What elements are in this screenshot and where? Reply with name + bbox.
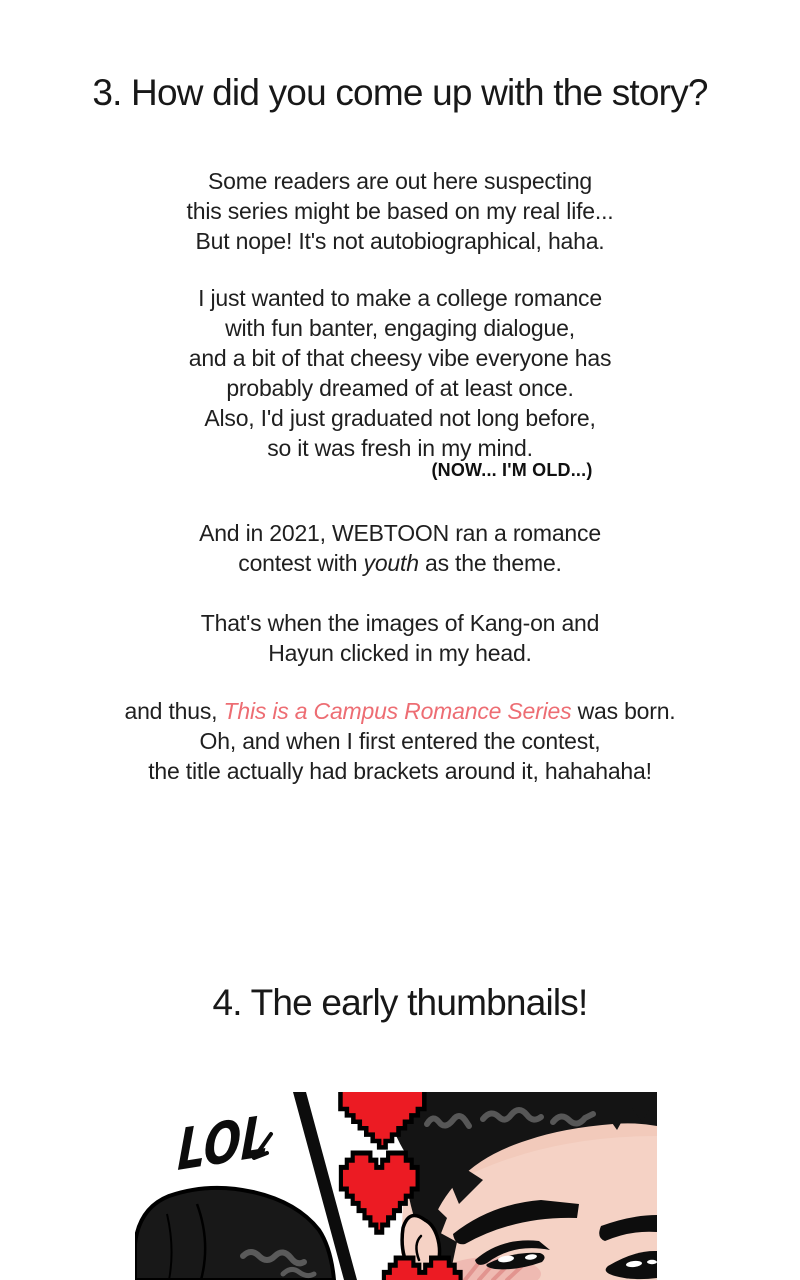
question3-heading: 3. How did you come up with the story? bbox=[92, 72, 708, 113]
paragraph-2-line4: probably dreamed of at least once. bbox=[226, 375, 574, 401]
paragraph-3-line1: And in 2021, WEBTOON ran a romance bbox=[199, 520, 601, 546]
paragraph-5-line1-pre: and thus, bbox=[124, 698, 224, 724]
paragraph-5-line1 bbox=[0, 696, 800, 726]
paragraph-1-line2: this series might be based on my real life... bbox=[186, 198, 614, 224]
paragraph-1-line1: Some readers are out here suspecting bbox=[207, 168, 593, 194]
series-title-emphasis: This is a Campus Romance Series bbox=[223, 698, 572, 724]
paragraph-3-line2 bbox=[0, 548, 800, 578]
paragraph-2 bbox=[0, 283, 800, 463]
paragraph-2-line1: I just wanted to make a college romance bbox=[198, 285, 602, 311]
lol-text: LOL bbox=[176, 1104, 271, 1185]
handwritten-aside-note: (NOW... I'M OLD...) bbox=[431, 460, 593, 480]
paragraph-5-line2: Oh, and when I first entered the contest, bbox=[199, 728, 601, 754]
thumbnail-sketch-art bbox=[135, 1092, 657, 1280]
paragraph-2-line6: so it was fresh in my mind. bbox=[267, 435, 533, 461]
paragraph-4-line2: Hayun clicked in my head. bbox=[268, 640, 532, 666]
theme-word-emphasis: youth bbox=[363, 550, 419, 576]
paragraph-1 bbox=[0, 166, 800, 256]
paragraph-3-line2-post: as the theme. bbox=[418, 550, 562, 576]
paragraph-4-line1: That's when the images of Kang-on and bbox=[200, 610, 600, 636]
paragraph-2-line2: with fun banter, engaging dialogue, bbox=[225, 315, 575, 341]
paragraph-3 bbox=[0, 518, 800, 578]
paragraph-4 bbox=[0, 608, 800, 668]
paragraph-3-line2-pre: contest with bbox=[238, 550, 364, 576]
early-thumbnail-illustration bbox=[135, 1092, 657, 1280]
question4-heading: 4. The early thumbnails! bbox=[212, 982, 588, 1023]
man-face bbox=[385, 1092, 657, 1280]
paragraph-5 bbox=[0, 696, 800, 786]
paragraph-5-line1-post: was born. bbox=[571, 698, 676, 724]
paragraph-1-line3: But nope! It's not autobiographical, haha. bbox=[195, 228, 605, 254]
paragraph-2-line5: Also, I'd just graduated not long before, bbox=[204, 405, 596, 431]
paragraph-2-line3: and a bit of that cheesy vibe everyone has bbox=[188, 345, 612, 371]
paragraph-5-line3: the title actually had brackets around it, hahahaha! bbox=[148, 758, 652, 784]
